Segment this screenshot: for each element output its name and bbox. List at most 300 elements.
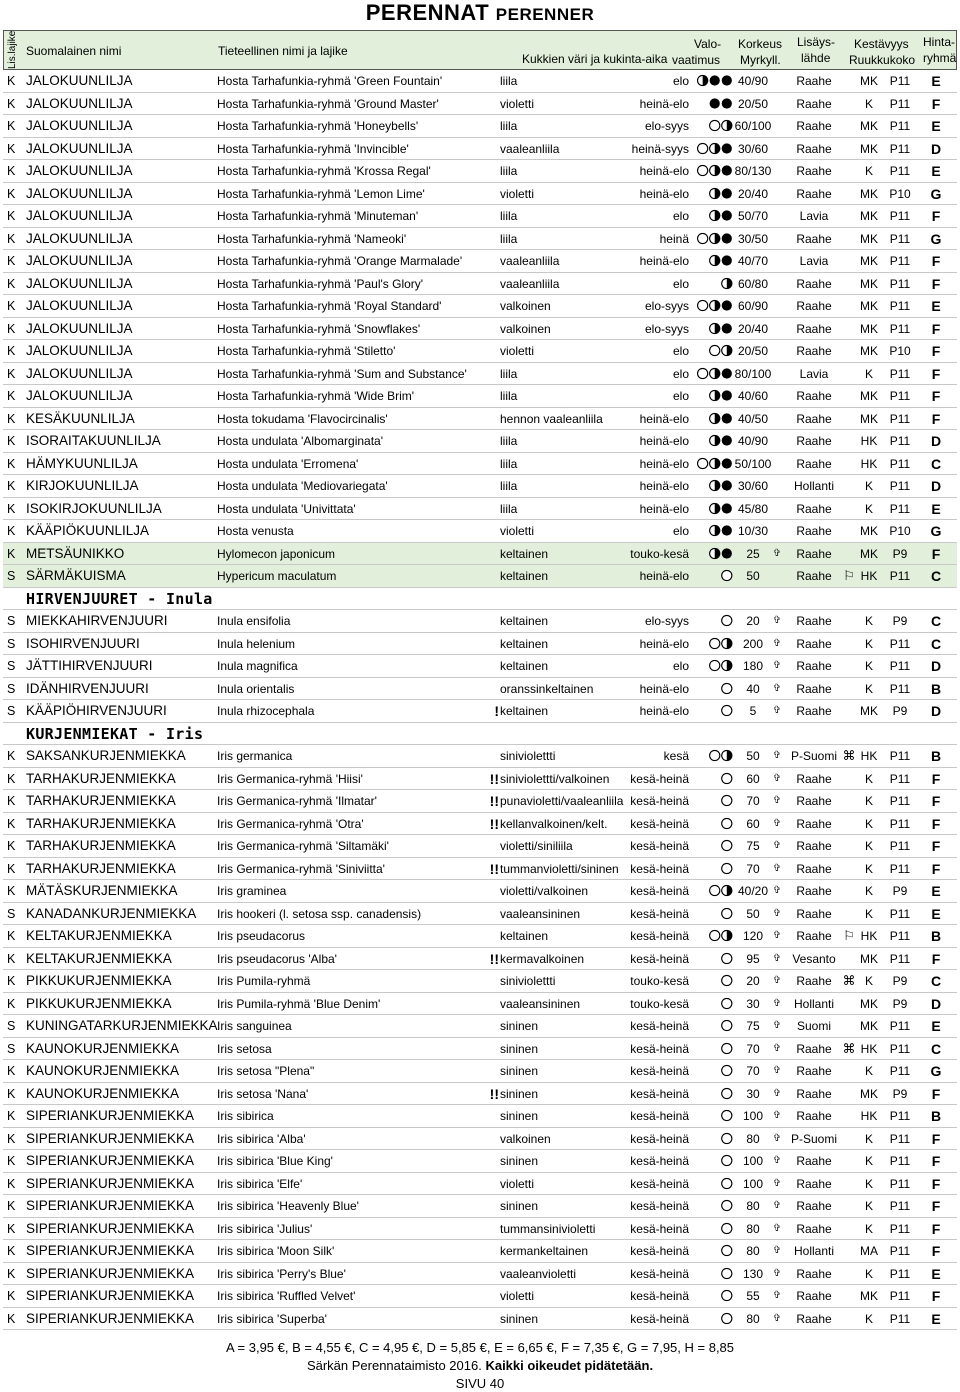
pot-size: P11 <box>889 569 911 583</box>
finnish-name: KELTAKURJENMIEKKA <box>26 950 172 966</box>
poison-icon: ✞ <box>772 772 782 784</box>
bloom-time: heinä-elo <box>639 456 689 471</box>
propagation-source: Lavia <box>799 366 829 381</box>
finnish-name: JALOKUUNLILJA <box>26 140 133 156</box>
latin-name: Hosta Tarhafunkia-ryhmä 'Green Fountain' <box>217 74 443 88</box>
poison-icon: ✞ <box>772 930 782 941</box>
propagation-source: Raahe <box>796 659 832 673</box>
hardiness: MK <box>860 411 878 426</box>
header-hinta1: Hinta- <box>923 35 956 49</box>
sun-icon <box>710 930 720 940</box>
height: 25 <box>746 546 760 561</box>
type-cell: K <box>7 1289 16 1303</box>
warning-mark: !! <box>489 793 499 809</box>
propagation-source: Hollanti <box>793 479 835 493</box>
table-row <box>3 228 957 251</box>
latin-name: Hosta Tarhafunkia-ryhmä 'Minuteman' <box>217 209 419 223</box>
sun-icon <box>722 570 732 580</box>
table-row <box>3 700 957 723</box>
propagation-source: Raahe <box>796 1266 832 1281</box>
type-cell: K <box>7 501 16 516</box>
bloom-time: kesä-heinä <box>630 771 689 786</box>
latin-name: Iris sibirica 'Superba' <box>217 1311 327 1326</box>
price-group: B <box>930 748 942 764</box>
sun-icon <box>698 368 708 378</box>
propagation-source: Raahe <box>796 501 832 516</box>
propagation-source: Raahe <box>796 96 832 111</box>
pot-size: P11 <box>889 1311 911 1326</box>
pot-size: P11 <box>889 254 911 268</box>
flower-color: keltainen <box>500 659 549 673</box>
shade-icon <box>722 188 732 198</box>
height: 180 <box>742 659 764 673</box>
poison-icon: ✞ <box>772 1065 782 1076</box>
height: 60/90 <box>737 299 769 313</box>
shade-icon <box>722 143 732 153</box>
latin-name: Hosta undulata 'Mediovariegata' <box>217 479 388 493</box>
section-heading: HIRVENJUURET - Inula <box>26 589 213 608</box>
finnish-name: SIPERIANKURJENMIEKKA <box>26 1220 195 1236</box>
price-group: F <box>931 208 941 224</box>
height: 80 <box>746 1221 760 1236</box>
hardiness: HK <box>860 434 878 448</box>
sun-icon <box>722 773 732 783</box>
hardiness: K <box>864 1131 873 1146</box>
latin-name: Iris sibirica <box>217 1109 274 1123</box>
pot-size: P11 <box>889 96 911 111</box>
flower-color: sininen <box>500 1199 539 1213</box>
finnish-name: TARHAKURJENMIEKKA <box>26 815 176 831</box>
type-cell: K <box>7 164 16 178</box>
pot-size: P11 <box>889 141 911 156</box>
pot-size: P11 <box>889 164 911 178</box>
latin-name: Hosta Tarhafunkia-ryhmä 'Ground Master' <box>217 96 439 111</box>
sun-icon <box>722 998 732 1008</box>
table-row <box>3 408 957 431</box>
propagation-source: Raahe <box>796 704 832 718</box>
table-row <box>3 1308 957 1331</box>
latin-name: Inula helenium <box>217 636 296 651</box>
pot-size: P11 <box>889 479 911 493</box>
flower-color: oranssinkeltainen <box>500 681 594 696</box>
poison-icon: ✞ <box>772 1312 782 1324</box>
bloom-time: heinä-elo <box>639 704 689 718</box>
light-requirement-icon <box>687 322 735 335</box>
type-cell: K <box>7 771 16 786</box>
price-group: G <box>930 230 942 247</box>
light-requirement-icon <box>687 547 735 560</box>
half-shade-icon <box>698 75 708 85</box>
latin-name: Iris setosa "Plena" <box>217 1064 315 1078</box>
shade-icon <box>722 435 732 445</box>
header-lat-name: Tieteellinen nimi ja lajike <box>218 44 348 58</box>
hardiness: HK <box>860 1041 878 1056</box>
latin-name: Iris setosa <box>217 1041 272 1056</box>
light-requirement-icon <box>687 839 735 852</box>
bloom-time: elo <box>672 209 689 223</box>
header-hinta2: ryhmä <box>923 51 957 65</box>
bloom-time: heinä-elo <box>639 569 689 583</box>
light-requirement-icon <box>687 1312 735 1325</box>
light-requirement-icon <box>687 659 735 672</box>
shade-icon <box>722 390 732 400</box>
finnish-name: ISOKIRJOKUUNLILJA <box>26 500 162 516</box>
sun-icon <box>722 975 732 985</box>
height: 70 <box>746 1064 760 1078</box>
poison-icon: ✞ <box>772 637 782 649</box>
flower-color: liila <box>500 231 518 246</box>
table-row <box>3 925 957 948</box>
pot-size: P11 <box>889 1266 911 1281</box>
sun-icon <box>722 1268 732 1278</box>
light-requirement-icon <box>687 209 735 222</box>
flower-color: valkoinen <box>500 321 551 336</box>
pot-size: P11 <box>889 456 911 471</box>
finnish-name: JALOKUUNLILJA <box>26 343 133 358</box>
pot-size: P11 <box>889 1176 911 1191</box>
finnish-name: SÄRMÄKUISMA <box>26 568 126 583</box>
bloom-time: kesä-heinä <box>630 861 689 876</box>
table-row <box>3 1173 957 1196</box>
bloom-time: elo-syys <box>644 119 689 133</box>
price-group: F <box>931 1085 941 1102</box>
half-shade-icon <box>710 210 720 220</box>
half-shade-icon <box>710 323 720 333</box>
finnish-name: SIPERIANKURJENMIEKKA <box>26 1310 195 1326</box>
light-requirement-icon <box>687 1087 735 1100</box>
finnish-name: SIPERIANKURJENMIEKKA <box>26 1175 195 1191</box>
finnish-name: KAUNOKURJENMIEKKA <box>26 1063 180 1078</box>
hardiness: MK <box>860 254 878 268</box>
hardiness: HK <box>860 569 878 583</box>
price-group: G <box>930 185 942 202</box>
price-group: C <box>930 635 942 652</box>
height: 30 <box>746 1086 760 1101</box>
height: 75 <box>746 839 760 853</box>
flower-color: keltainen <box>500 636 549 651</box>
flower-color: tummanvioletti/sininen <box>500 861 619 876</box>
header-kestavyys2: Ruukkukoko <box>849 53 916 67</box>
type-cell: K <box>7 254 16 268</box>
sun-icon <box>722 795 732 805</box>
type-cell: K <box>7 1086 16 1101</box>
half-shade-icon <box>722 885 732 895</box>
bloom-time: heinä-elo <box>639 411 689 426</box>
hardiness: HK <box>860 749 878 763</box>
type-cell: S <box>7 681 16 696</box>
hardiness: MK <box>860 389 878 403</box>
type-cell: K <box>7 861 16 876</box>
bloom-time: kesä-heinä <box>630 816 689 831</box>
latin-name: Hosta Tarhafunkia-ryhmä 'Snowflakes' <box>217 321 421 336</box>
height: 40/50 <box>737 411 769 426</box>
flower-color: violetti <box>500 1289 535 1303</box>
finnish-name: SIPERIANKURJENMIEKKA <box>26 1153 195 1168</box>
hardiness: K <box>864 794 873 808</box>
hardiness: K <box>864 96 873 111</box>
header-korkeus2: Myrkyll. <box>740 53 781 67</box>
light-requirement-icon <box>687 749 735 762</box>
flower-color: violetti <box>500 186 535 201</box>
table-row <box>3 1195 957 1218</box>
finnish-name: KIRJOKUUNLILJA <box>26 478 139 493</box>
table-row <box>3 1240 957 1263</box>
bloom-time: elo-syys <box>644 321 689 336</box>
finnish-name: PIKKUKURJENMIEKKA <box>26 973 172 988</box>
sun-icon <box>722 840 732 850</box>
hardiness: HK <box>860 456 878 471</box>
poison-icon: ✞ <box>772 1200 782 1211</box>
latin-name: Iris pseudacorus 'Alba' <box>217 951 337 966</box>
type-cell: K <box>7 276 16 291</box>
type-cell: K <box>7 209 16 223</box>
finnish-name: JÄTTIHIRVENJUURI <box>26 658 153 673</box>
price-group: F <box>931 1198 941 1214</box>
table-row <box>3 453 957 476</box>
flower-color: vaaleansininen <box>500 906 581 921</box>
flower-color: liila <box>500 501 518 516</box>
type-cell: S <box>7 569 16 583</box>
price-group: F <box>931 253 941 269</box>
flower-color: vaaleanvioletti <box>500 1266 577 1281</box>
bloom-time: kesä-heinä <box>630 1041 689 1056</box>
pot-size: P11 <box>889 321 911 336</box>
flower-color: kermankeltainen <box>500 1244 589 1258</box>
propagation-source: Raahe <box>796 1086 832 1101</box>
price-group: E <box>931 500 941 517</box>
light-requirement-icon <box>687 344 735 357</box>
height: 100 <box>742 1154 764 1168</box>
bloom-time: heinä-elo <box>639 254 689 268</box>
table-row <box>3 250 957 273</box>
hardiness: K <box>864 636 873 651</box>
bloom-time: kesä <box>663 749 689 763</box>
table-row <box>3 768 957 791</box>
header-lis-lajike: Lis.lajike <box>7 30 18 69</box>
price-group: F <box>931 815 941 832</box>
hardiness: K <box>864 1311 873 1326</box>
price-group: F <box>931 95 941 112</box>
sun-icon <box>722 863 732 873</box>
finnish-name: JALOKUUNLILJA <box>26 118 133 133</box>
poison-icon: ✞ <box>772 1042 782 1054</box>
light-requirement-icon <box>687 929 735 942</box>
light-requirement-icon <box>687 232 735 245</box>
light-requirement-icon <box>687 1154 735 1167</box>
bloom-time: touko-kesä <box>630 974 689 988</box>
poison-icon: ✞ <box>772 885 782 896</box>
table-row <box>3 1285 957 1308</box>
table-row <box>3 1150 957 1173</box>
flower-color: liila <box>500 119 518 133</box>
latin-name: Iris Germanica-ryhmä 'Ilmatar' <box>217 794 377 808</box>
finnish-name: TARHAKURJENMIEKKA <box>26 793 176 808</box>
sun-icon <box>698 233 708 243</box>
flower-color: siniviolettti <box>500 749 556 763</box>
table-row <box>3 70 957 93</box>
type-cell: S <box>7 614 16 628</box>
finnish-name: SIPERIANKURJENMIEKKA <box>26 1243 195 1258</box>
type-cell: K <box>7 951 16 966</box>
pot-size: P11 <box>889 276 911 291</box>
latin-name: Iris Germanica-ryhmä 'Hiisi' <box>217 771 363 786</box>
half-shade-icon <box>710 390 720 400</box>
propagation-source: Raahe <box>796 321 832 336</box>
light-requirement-icon <box>687 97 735 110</box>
pot-size: P11 <box>889 411 911 426</box>
bloom-time: elo <box>672 74 689 88</box>
bloom-time: kesä-heinä <box>630 1176 689 1191</box>
pot-size: P11 <box>889 771 911 786</box>
half-shade-icon <box>710 165 720 175</box>
price-group: G <box>930 523 942 539</box>
propagation-source: Raahe <box>796 636 832 651</box>
section-row <box>3 588 957 611</box>
height: 80 <box>746 1199 760 1213</box>
pot-size: P11 <box>889 816 911 831</box>
pot-size: P9 <box>892 704 908 718</box>
table-row <box>3 633 957 656</box>
shade-icon <box>722 75 732 85</box>
height: 30 <box>746 996 760 1011</box>
price-group: F <box>931 1220 941 1237</box>
propagation-source: Raahe <box>796 186 832 201</box>
table-row <box>3 1083 957 1106</box>
height: 60/80 <box>737 276 769 291</box>
bloom-time: kesä-heinä <box>630 1289 689 1303</box>
sun-icon <box>722 1133 732 1143</box>
half-shade-icon <box>722 930 732 940</box>
propagation-source: Raahe <box>796 1289 832 1303</box>
latin-name: Hosta Tarhafunkia-ryhmä 'Orange Marmalade' <box>217 254 463 268</box>
pot-size: P10 <box>889 186 911 201</box>
light-requirement-icon <box>687 74 735 87</box>
light-requirement-icon <box>687 952 735 965</box>
light-requirement-icon <box>687 884 735 897</box>
propagation-source: Raahe <box>796 231 832 246</box>
sun-icon <box>722 705 732 715</box>
light-requirement-icon <box>687 1042 735 1055</box>
price-group: B <box>930 680 942 697</box>
hardiness: MK <box>860 74 878 88</box>
type-cell: K <box>7 186 16 201</box>
price-group: F <box>931 1130 941 1147</box>
pot-size: P11 <box>889 389 911 403</box>
pot-size: P11 <box>889 906 911 921</box>
propagation-source: Raahe <box>796 1041 832 1056</box>
light-requirement-icon <box>687 254 735 267</box>
height: 40/90 <box>737 74 769 88</box>
bloom-time: touko-kesä <box>630 996 689 1011</box>
type-cell: K <box>7 141 16 156</box>
table-row <box>3 858 957 881</box>
price-group: D <box>930 995 942 1012</box>
bloom-time: heinä-elo <box>639 186 689 201</box>
propagation-source: Raahe <box>796 1221 832 1236</box>
type-cell: K <box>7 1064 16 1078</box>
height: 20 <box>746 614 760 628</box>
hardiness: K <box>864 681 873 696</box>
sun-icon <box>722 908 732 918</box>
hardiness: MK <box>860 1019 878 1033</box>
type-cell: K <box>7 479 16 493</box>
hardiness: MK <box>860 321 878 336</box>
propagation-source: Raahe <box>796 1109 832 1123</box>
bloom-time: elo <box>672 389 689 403</box>
sun-icon <box>710 750 720 760</box>
light-requirement-icon <box>687 1064 735 1077</box>
hardiness: MK <box>860 209 878 223</box>
type-cell: K <box>7 1131 16 1146</box>
flower-color: liila <box>500 366 518 381</box>
habitat-icon: ⚐ <box>843 568 855 583</box>
pot-size: P9 <box>892 884 908 898</box>
pot-size: P11 <box>889 1019 911 1033</box>
price-group: D <box>930 140 942 157</box>
latin-name: Hosta tokudama 'Flavocircinalis' <box>217 411 388 426</box>
price-group: D <box>930 703 942 719</box>
price-group: F <box>931 1288 941 1304</box>
hardiness: K <box>864 771 873 786</box>
habitat-icon: ⚐ <box>843 928 855 943</box>
pot-size: P11 <box>889 951 911 966</box>
type-cell: K <box>7 884 16 898</box>
poison-icon: ✞ <box>772 1267 782 1279</box>
table-row <box>3 1218 957 1241</box>
poison-icon: ✞ <box>772 997 782 1009</box>
latin-name: Inula magnifica <box>217 659 298 673</box>
poison-icon: ✞ <box>772 1087 782 1099</box>
sun-icon <box>710 638 720 648</box>
pot-size: P9 <box>892 614 908 628</box>
price-group: C <box>930 613 942 629</box>
height: 80/100 <box>734 366 772 381</box>
bloom-time: elo-syys <box>644 614 689 628</box>
sun-icon <box>722 1088 732 1098</box>
table-row <box>3 138 957 161</box>
pot-size: P11 <box>889 209 911 223</box>
price-group: E <box>931 905 941 922</box>
flower-color: liila <box>500 389 518 403</box>
table-row <box>3 340 957 363</box>
table-row <box>3 880 957 903</box>
latin-name: Hosta Tarhafunkia-ryhmä 'Invincible' <box>217 141 409 156</box>
finnish-name: TARHAKURJENMIEKKA <box>26 838 176 853</box>
type-cell: K <box>7 321 16 336</box>
flower-color: tummansinivioletti <box>500 1221 596 1236</box>
type-cell: K <box>7 816 16 831</box>
finnish-name: JALOKUUNLILJA <box>26 253 133 268</box>
half-shade-icon <box>710 368 720 378</box>
table-row <box>3 970 957 993</box>
price-group: C <box>930 455 942 472</box>
hardiness: K <box>864 861 873 876</box>
latin-name: Iris setosa 'Nana' <box>217 1086 309 1101</box>
table-row <box>3 993 957 1016</box>
price-group: F <box>931 770 941 787</box>
finnish-name: JALOKUUNLILJA <box>26 163 133 178</box>
half-shade-icon <box>710 503 720 513</box>
light-requirement-icon <box>687 817 735 830</box>
shade-icon <box>722 413 732 423</box>
height: 80 <box>746 1131 760 1146</box>
light-requirement-icon <box>687 1177 735 1190</box>
height: 20/40 <box>737 321 769 336</box>
sun-icon <box>698 143 708 153</box>
price-group: F <box>931 1153 941 1169</box>
price-group: E <box>931 163 941 179</box>
finnish-name: JALOKUUNLILJA <box>26 208 133 223</box>
